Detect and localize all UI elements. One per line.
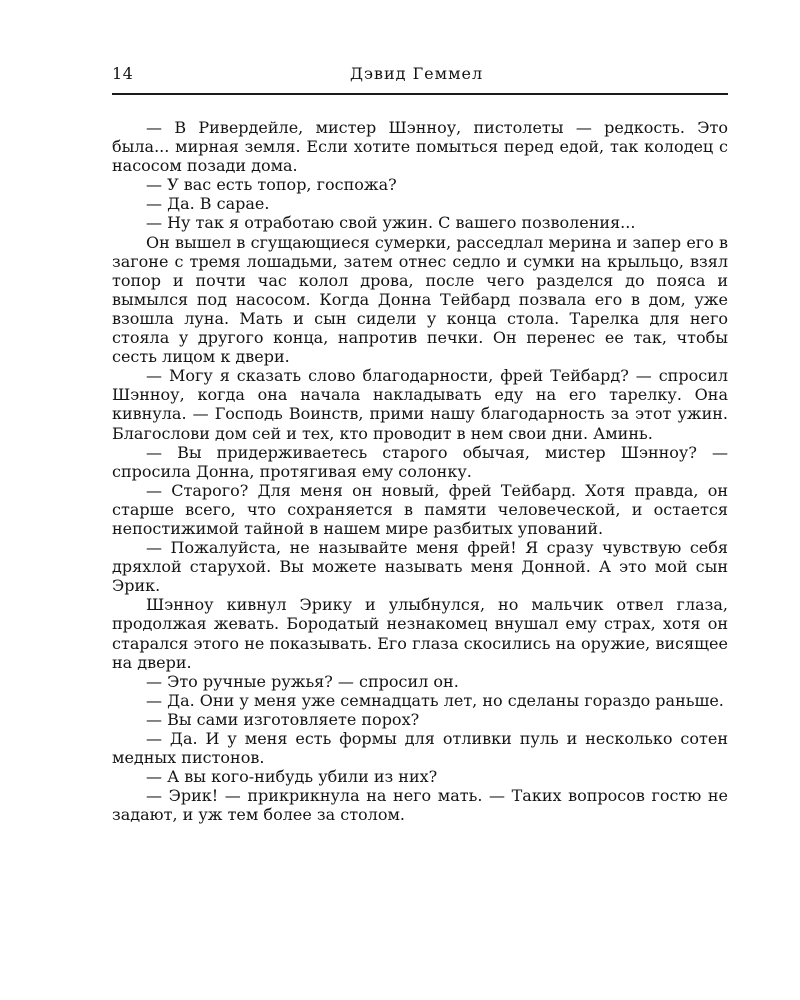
paragraph: — Вы сами изготовляете порох? xyxy=(146,709,420,729)
paragraph: — Да. Они у меня уже семнадцать лет, но сделаны гораздо раньше. xyxy=(146,690,724,710)
running-head-author: Дэвид Геммел xyxy=(350,64,484,83)
paragraph: — Пожалуйста, не называйте меня фрей! Я сразу чувствую себя дряхлой старухой. Вы можете называть меня Донной. А это мой сын Эрик. xyxy=(112,538,728,596)
page-number: 14 xyxy=(112,64,134,83)
body-text xyxy=(112,118,728,824)
running-head xyxy=(112,62,728,86)
paragraph: — Эрик! — прикрикнула на него мать. — Таких вопросов гостю не задают, и уж тем более за столом. xyxy=(112,786,728,825)
paragraph: — Старого? Для меня он новый, фрей Тейбард. Хотя правда, он старше всего, что сохраняется в памяти человеческой, и остается непостижимой тайной в нашем мире разбитых упований. xyxy=(112,480,728,538)
paragraph: — В Ривердейле, мистер Шэнноу, пистолеты — редкость. Это была... мирная земля. Если хотите помыться перед едой, так колодец с насосом позади дома. xyxy=(112,118,728,176)
paragraph: Шэнноу кивнул Эрику и улыбнулся, но мальчик отвел глаза, продолжая жевать. Бородатый незнакомец внушал ему страх, хотя он старался этого не показывать. Его глаза скосились на оружие, висящее на двери. xyxy=(112,595,728,672)
paragraph: — Могу я сказать слово благодарности, фрей Тейбард? — спросил Шэнноу, когда она начала накладывать еду на его тарелку. Она кивнула. — Господь Воинств, прими нашу благодарность за этот ужин. Благослови дом сей и тех, кто проводит в нем свои дни. Аминь. xyxy=(112,366,728,443)
paragraph: — Это ручные ружья? — спросил он. xyxy=(146,671,459,691)
paragraph: — Вы придерживаетесь старого обычая, мистер Шэнноу? — спросила Донна, протягивая ему солонку. xyxy=(112,442,728,481)
paragraph: — Да. И у меня есть формы для отливки пуль и несколько сотен медных пистонов. xyxy=(112,729,728,768)
paragraph: — Ну так я отработаю свой ужин. С вашего позволения... xyxy=(146,213,636,233)
paragraph: — У вас есть топор, госпожа? xyxy=(146,175,397,195)
header-rule xyxy=(112,93,728,95)
paragraph: — А вы кого-нибудь убили из них? xyxy=(146,767,438,787)
paragraph: — Да. В сарае. xyxy=(146,194,270,214)
book-page xyxy=(112,62,728,824)
paragraph: Он вышел в сгущающиеся сумерки, расседлал мерина и запер его в загоне с тремя лошадьми, затем отнес седло и сумки на крыльцо, взял топор и почти час колол дрова, после чего разделся до пояса и вымылся под насосом. Когда Донна Тейбард позвала его в дом, уже взошла луна. Мать и сын сидели у конца стола. Тарелка для него стояла у другого конца, напротив печки. Он перенес ее так, чтобы сесть лицом к двери. xyxy=(112,232,728,367)
